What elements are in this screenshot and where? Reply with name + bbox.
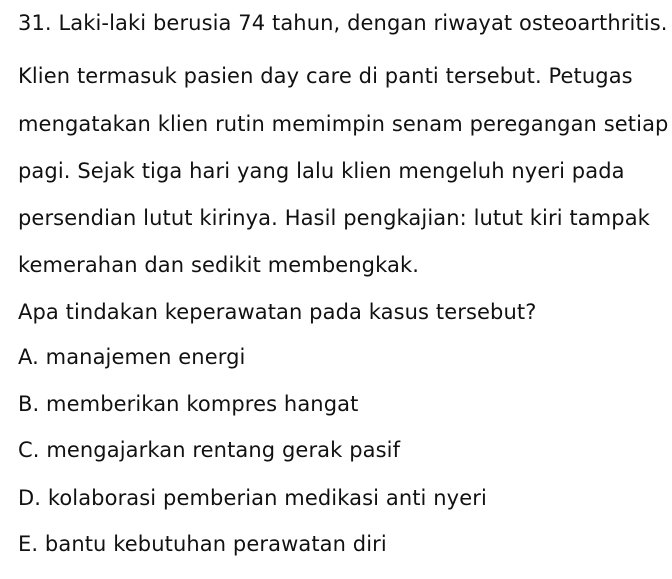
- question-stem-line: mengatakan klien rutin memimpin senam peregangan setiap: [18, 112, 669, 136]
- option-a: A. manajemen energi: [18, 345, 246, 369]
- question-stem-line: kemerahan dan sedikit membengkak.: [18, 253, 420, 277]
- option-c: C. mengajarkan rentang gerak pasif: [18, 438, 401, 462]
- question-prompt: Apa tindakan keperawatan pada kasus tersebut?: [18, 300, 537, 324]
- option-b: B. memberikan kompres hangat: [18, 392, 359, 416]
- question-stem-line: 31. Laki-laki berusia 74 tahun, dengan riwayat osteoarthritis.: [18, 11, 668, 35]
- question-stem-line: pagi. Sejak tiga hari yang lalu klien mengeluh nyeri pada: [18, 159, 625, 183]
- question-stem-line: persendian lutut kirinya. Hasil pengkajian: lutut kiri tampak: [18, 206, 650, 230]
- option-d: D. kolaborasi pemberian medikasi anti nyeri: [18, 486, 487, 510]
- question-stem-line: Klien termasuk pasien day care di panti tersebut. Petugas: [18, 64, 633, 88]
- option-e: E. bantu kebutuhan perawatan diri: [18, 532, 387, 556]
